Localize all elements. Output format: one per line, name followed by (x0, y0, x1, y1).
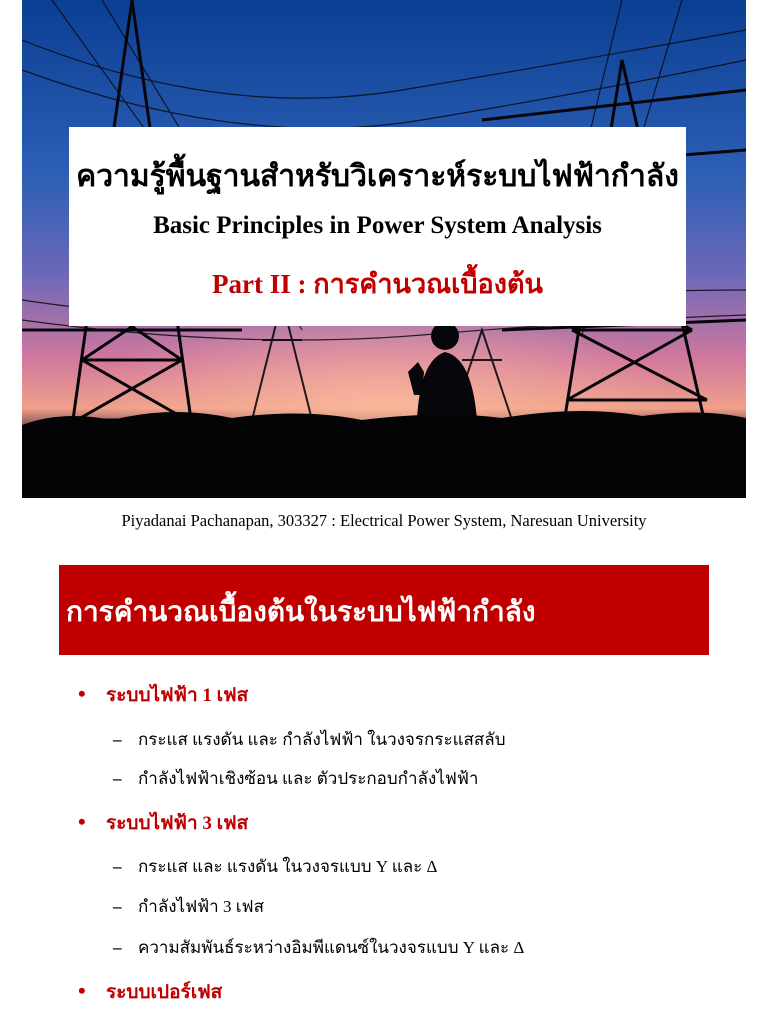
outline-subitem-label: กำลังไฟฟ้าเชิงซ้อน และ ตัวประกอบกำลังไฟฟ้า (138, 769, 479, 788)
outline-subitem (113, 765, 478, 792)
english-title: Basic Principles in Power System Analysis (153, 212, 602, 239)
bullet-icon: • (78, 978, 86, 1003)
outline-subitem (113, 726, 506, 753)
outline-item (78, 680, 248, 710)
outline-subitem (113, 853, 437, 880)
outline-item (78, 808, 248, 838)
outline-item-label: ระบบไฟฟ้า 1 เฟส (106, 685, 249, 706)
bullet-icon: • (78, 809, 86, 834)
outline-item-label: ระบบเปอร์เฟส (106, 982, 223, 1003)
outline-subitem (113, 934, 524, 961)
thai-title: ความรู้พื้นฐานสำหรับวิเคราะห์ระบบไฟฟ้ากำลัง (76, 160, 679, 193)
author-line: Piyadanai Pachanapan, 303327 : Electrical Power System, Naresuan University (121, 511, 647, 530)
dash-icon: – (113, 857, 122, 876)
dash-icon: – (113, 730, 122, 749)
dash-icon: – (113, 938, 122, 957)
outline-subitem-label: กำลังไฟฟ้า 3 เฟส (138, 897, 264, 916)
dash-icon: – (113, 897, 122, 916)
bullet-icon: • (78, 681, 86, 706)
outline-subitem-label: กระแส แรงดัน และ กำลังไฟฟ้า ในวงจรกระแสสลับ (138, 730, 506, 749)
outline-item-label: ระบบไฟฟ้า 3 เฟส (106, 813, 249, 834)
outline-item (78, 977, 222, 1007)
outline-subitem-label: กระแส และ แรงดัน ในวงจรแบบ Y และ Δ (138, 857, 438, 876)
section-title: การคำนวณเบื้องต้นในระบบไฟฟ้ากำลัง (66, 597, 536, 628)
part-title: Part II : การคำนวณเบื้องต้น (212, 269, 543, 299)
outline-subitem (113, 893, 264, 920)
outline-subitem-label: ความสัมพันธ์ระหว่างอิมพีแดนซ์ในวงจรแบบ Y และ Δ (138, 938, 525, 957)
dash-icon: – (113, 769, 122, 788)
